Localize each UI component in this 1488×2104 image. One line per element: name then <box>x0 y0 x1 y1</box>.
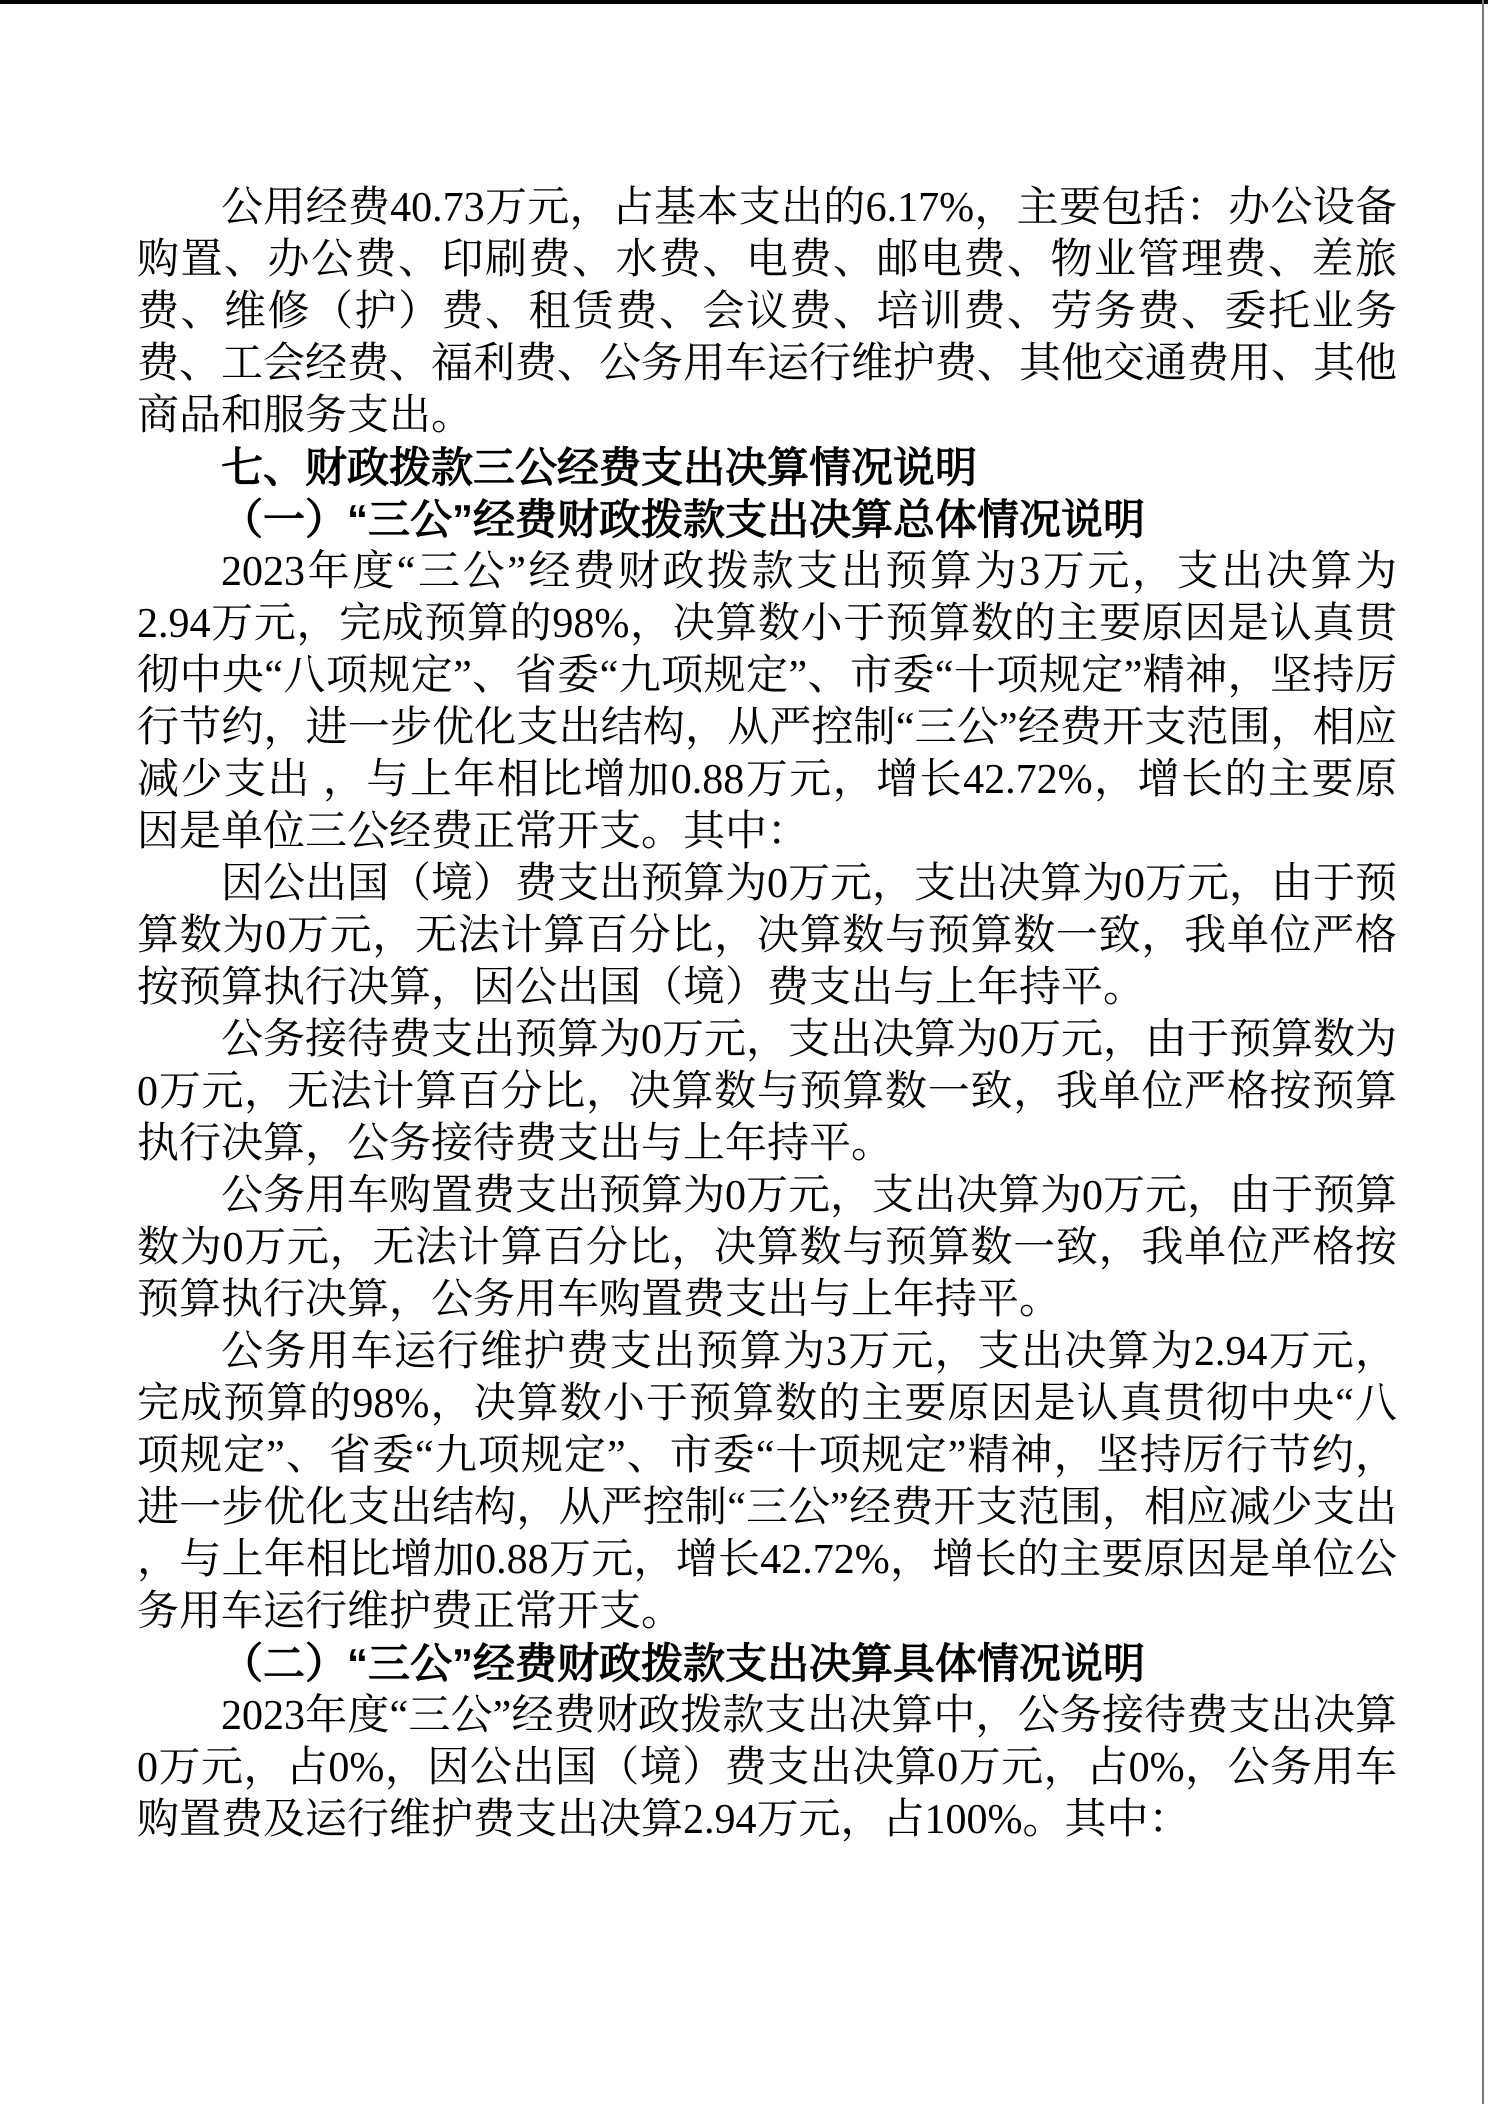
paragraph-specific-situation: 2023年度“三公”经费财政拨款支出决算中，公务接待费支出决算0万元，占0%，因公出国（境）费支出决算0万元，占0%，公务用车购置费及运行维护费支出决算2.94万元，占100%。其中： <box>137 1693 1397 1843</box>
paragraph-official-reception-expense: 公务接待费支出预算为0万元，支出决算为0万元，由于预算数为0万元，无法计算百分比，决算数与预算数一致，我单位严格按预算执行决算，公务接待费支出与上年持平。 <box>137 1017 1398 1167</box>
heading-section-seven: 七、财政拨款三公经费支出决算情况说明 <box>221 444 978 491</box>
paragraph-abroad-expense: 因公出国（境）费支出预算为0万元，支出决算为0万元，由于预算数为0万元，无法计算百分比，决算数与预算数一致，我单位严格按预算执行决算，因公出国（境）费支出与上年持平。 <box>137 861 1398 1011</box>
page-top-edge <box>0 0 1488 4</box>
page-right-edge <box>1482 0 1484 2104</box>
paragraph-overall-situation: 2023年度“三公”经费财政拨款支出预算为3万元，支出决算为2.94万元，完成预算的98%，决算数小于预算数的主要原因是认真贯彻中央“八项规定”、省委“九项规定”、市委“十项规定”精神，坚持厉行节约，进一步优化支出结构，从严控制“三公”经费开支范围，相应减少支出 ，与上年相比增加0.88万元，增长42.72%，增长的主要原因是单位三公经费正常开支。其中： <box>137 549 1397 855</box>
paragraph-vehicle-purchase-expense: 公务用车购置费支出预算为0万元，支出决算为0万元，由于预算数为0万元，无法计算百分比，决算数与预算数一致，我单位严格按预算执行决算，公务用车购置费支出与上年持平。 <box>137 1173 1398 1323</box>
paragraph-vehicle-maintenance-expense: 公务用车运行维护费支出预算为3万元，支出决算为2.94万元，完成预算的98%，决算数小于预算数的主要原因是认真贯彻中央“八项规定”、省委“九项规定”、市委“十项规定”精神，坚持厉行节约，进一步优化支出结构，从严控制“三公”经费开支范围，相应减少支出 ，与上年相比增加0.88万元，增长42.72%，增长的主要原因是单位公务用车运行维护费正常开支。 <box>137 1329 1397 1635</box>
document-body <box>137 182 1397 1846</box>
heading-subsection-two-specific: （二）“三公”经费财政拨款支出决算具体情况说明 <box>221 1640 1146 1687</box>
heading-subsection-one-overall: （一）“三公”经费财政拨款支出决算总体情况说明 <box>221 496 1146 543</box>
paragraph-public-funds-breakdown: 公用经费40.73万元，占基本支出的6.17%，主要包括：办公设备购置、办公费、印刷费、水费、电费、邮电费、物业管理费、差旅费、维修（护）费、租赁费、会议费、培训费、劳务费、委托业务费、工会经费、福利费、公务用车运行维护费、其他交通费用、其他商品和服务支出。 <box>137 185 1398 439</box>
